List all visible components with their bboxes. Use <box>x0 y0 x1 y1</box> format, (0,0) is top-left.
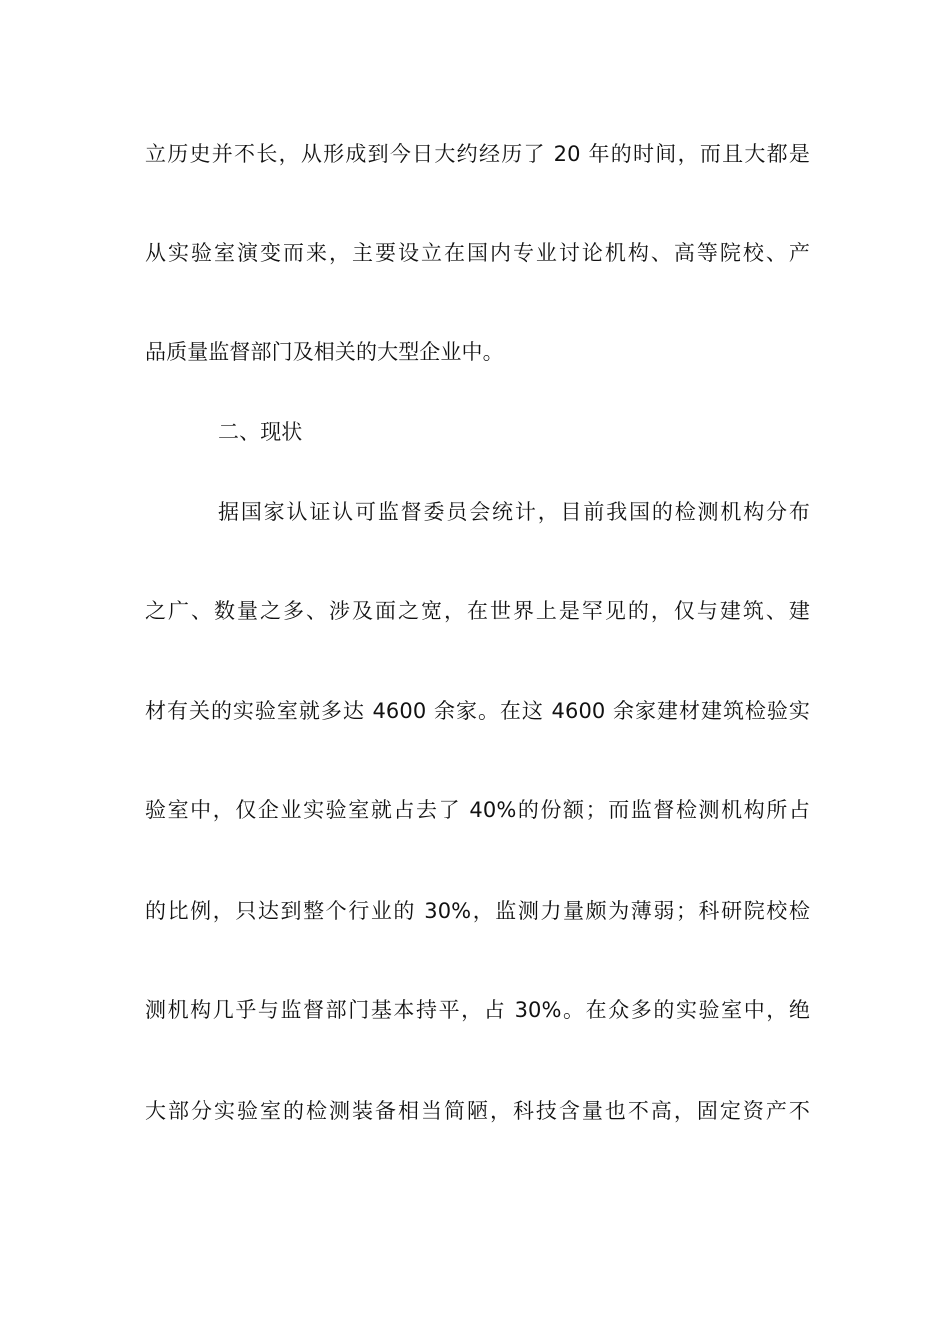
paragraph-line: 据国家认证认可监督委员会统计，目前我国的检测机构分布 <box>218 500 810 524</box>
paragraph-line: 品质量监督部门及相关的大型企业中。 <box>145 340 504 364</box>
paragraph-line: 大部分实验室的检测装备相当简陋，科技含量也不高，固定资产不 <box>145 1099 810 1123</box>
paragraph-line: 验室中，仅企业实验室就占去了 40%的份额；而监督检测机构所占 <box>145 798 810 822</box>
paragraph-line: 的比例，只达到整个行业的 30%，监测力量颇为薄弱；科研院校检 <box>145 899 810 923</box>
paragraph-line: 立历史并不长，从形成到今日大约经历了 20 年的时间，而且大都是 <box>145 142 810 166</box>
paragraph-line: 测机构几乎与监督部门基本持平，占 30%。在众多的实验室中，绝 <box>145 998 810 1022</box>
paragraph-line: 之广、数量之多、涉及面之宽，在世界上是罕见的，仅与建筑、建 <box>145 599 810 623</box>
paragraph-line: 从实验室演变而来，主要设立在国内专业讨论机构、高等院校、产 <box>145 241 810 265</box>
section-heading: 二、现状 <box>218 420 303 444</box>
paragraph-line: 材有关的实验室就多达 4600 余家。在这 4600 余家建材建筑检验实 <box>145 699 810 723</box>
